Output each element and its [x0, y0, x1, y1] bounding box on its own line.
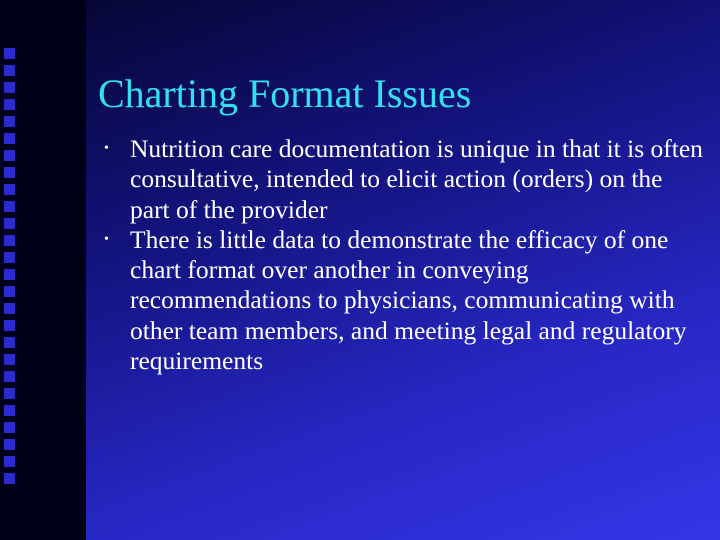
- decorative-square: [4, 99, 15, 110]
- decorative-square: [4, 252, 15, 263]
- decorative-squares: [4, 48, 16, 484]
- bullet-item: [104, 225, 704, 376]
- decorative-square: [4, 439, 15, 450]
- decorative-square: [4, 320, 15, 331]
- decorative-square: [4, 422, 15, 433]
- decorative-square: [4, 371, 15, 382]
- bullet-text: Nutrition care documentation is unique in that it is often consultative, intended to elicit action (orders) on the part of the provider: [130, 134, 703, 224]
- decorative-square: [4, 286, 15, 297]
- decorative-square: [4, 48, 15, 59]
- decorative-square: [4, 303, 15, 314]
- decorative-square: [4, 184, 15, 195]
- bullet-text: There is little data to demonstrate the efficacy of one chart format over another in conveying recommendations to physicians, communicating with other team members, and meeting legal and regulatory requirements: [130, 224, 687, 376]
- decorative-square: [4, 235, 15, 246]
- decorative-square: [4, 473, 15, 484]
- decorative-square: [4, 456, 15, 467]
- decorative-square: [4, 337, 15, 348]
- decorative-square: [4, 354, 15, 365]
- decorative-square: [4, 218, 15, 229]
- decorative-square: [4, 150, 15, 161]
- decorative-square: [4, 82, 15, 93]
- left-decorative-strip: [0, 0, 86, 540]
- decorative-square: [4, 388, 15, 399]
- decorative-square: [4, 405, 15, 416]
- decorative-square: [4, 269, 15, 280]
- decorative-square: [4, 201, 15, 212]
- slide-title: Charting Format Issues: [98, 71, 472, 116]
- bullet-item: [104, 134, 704, 225]
- bullet-list: [104, 134, 704, 376]
- decorative-square: [4, 133, 15, 144]
- decorative-square: [4, 167, 15, 178]
- decorative-square: [4, 65, 15, 76]
- decorative-square: [4, 116, 15, 127]
- bullet-icon: •: [104, 141, 109, 156]
- bullet-icon: •: [104, 231, 109, 247]
